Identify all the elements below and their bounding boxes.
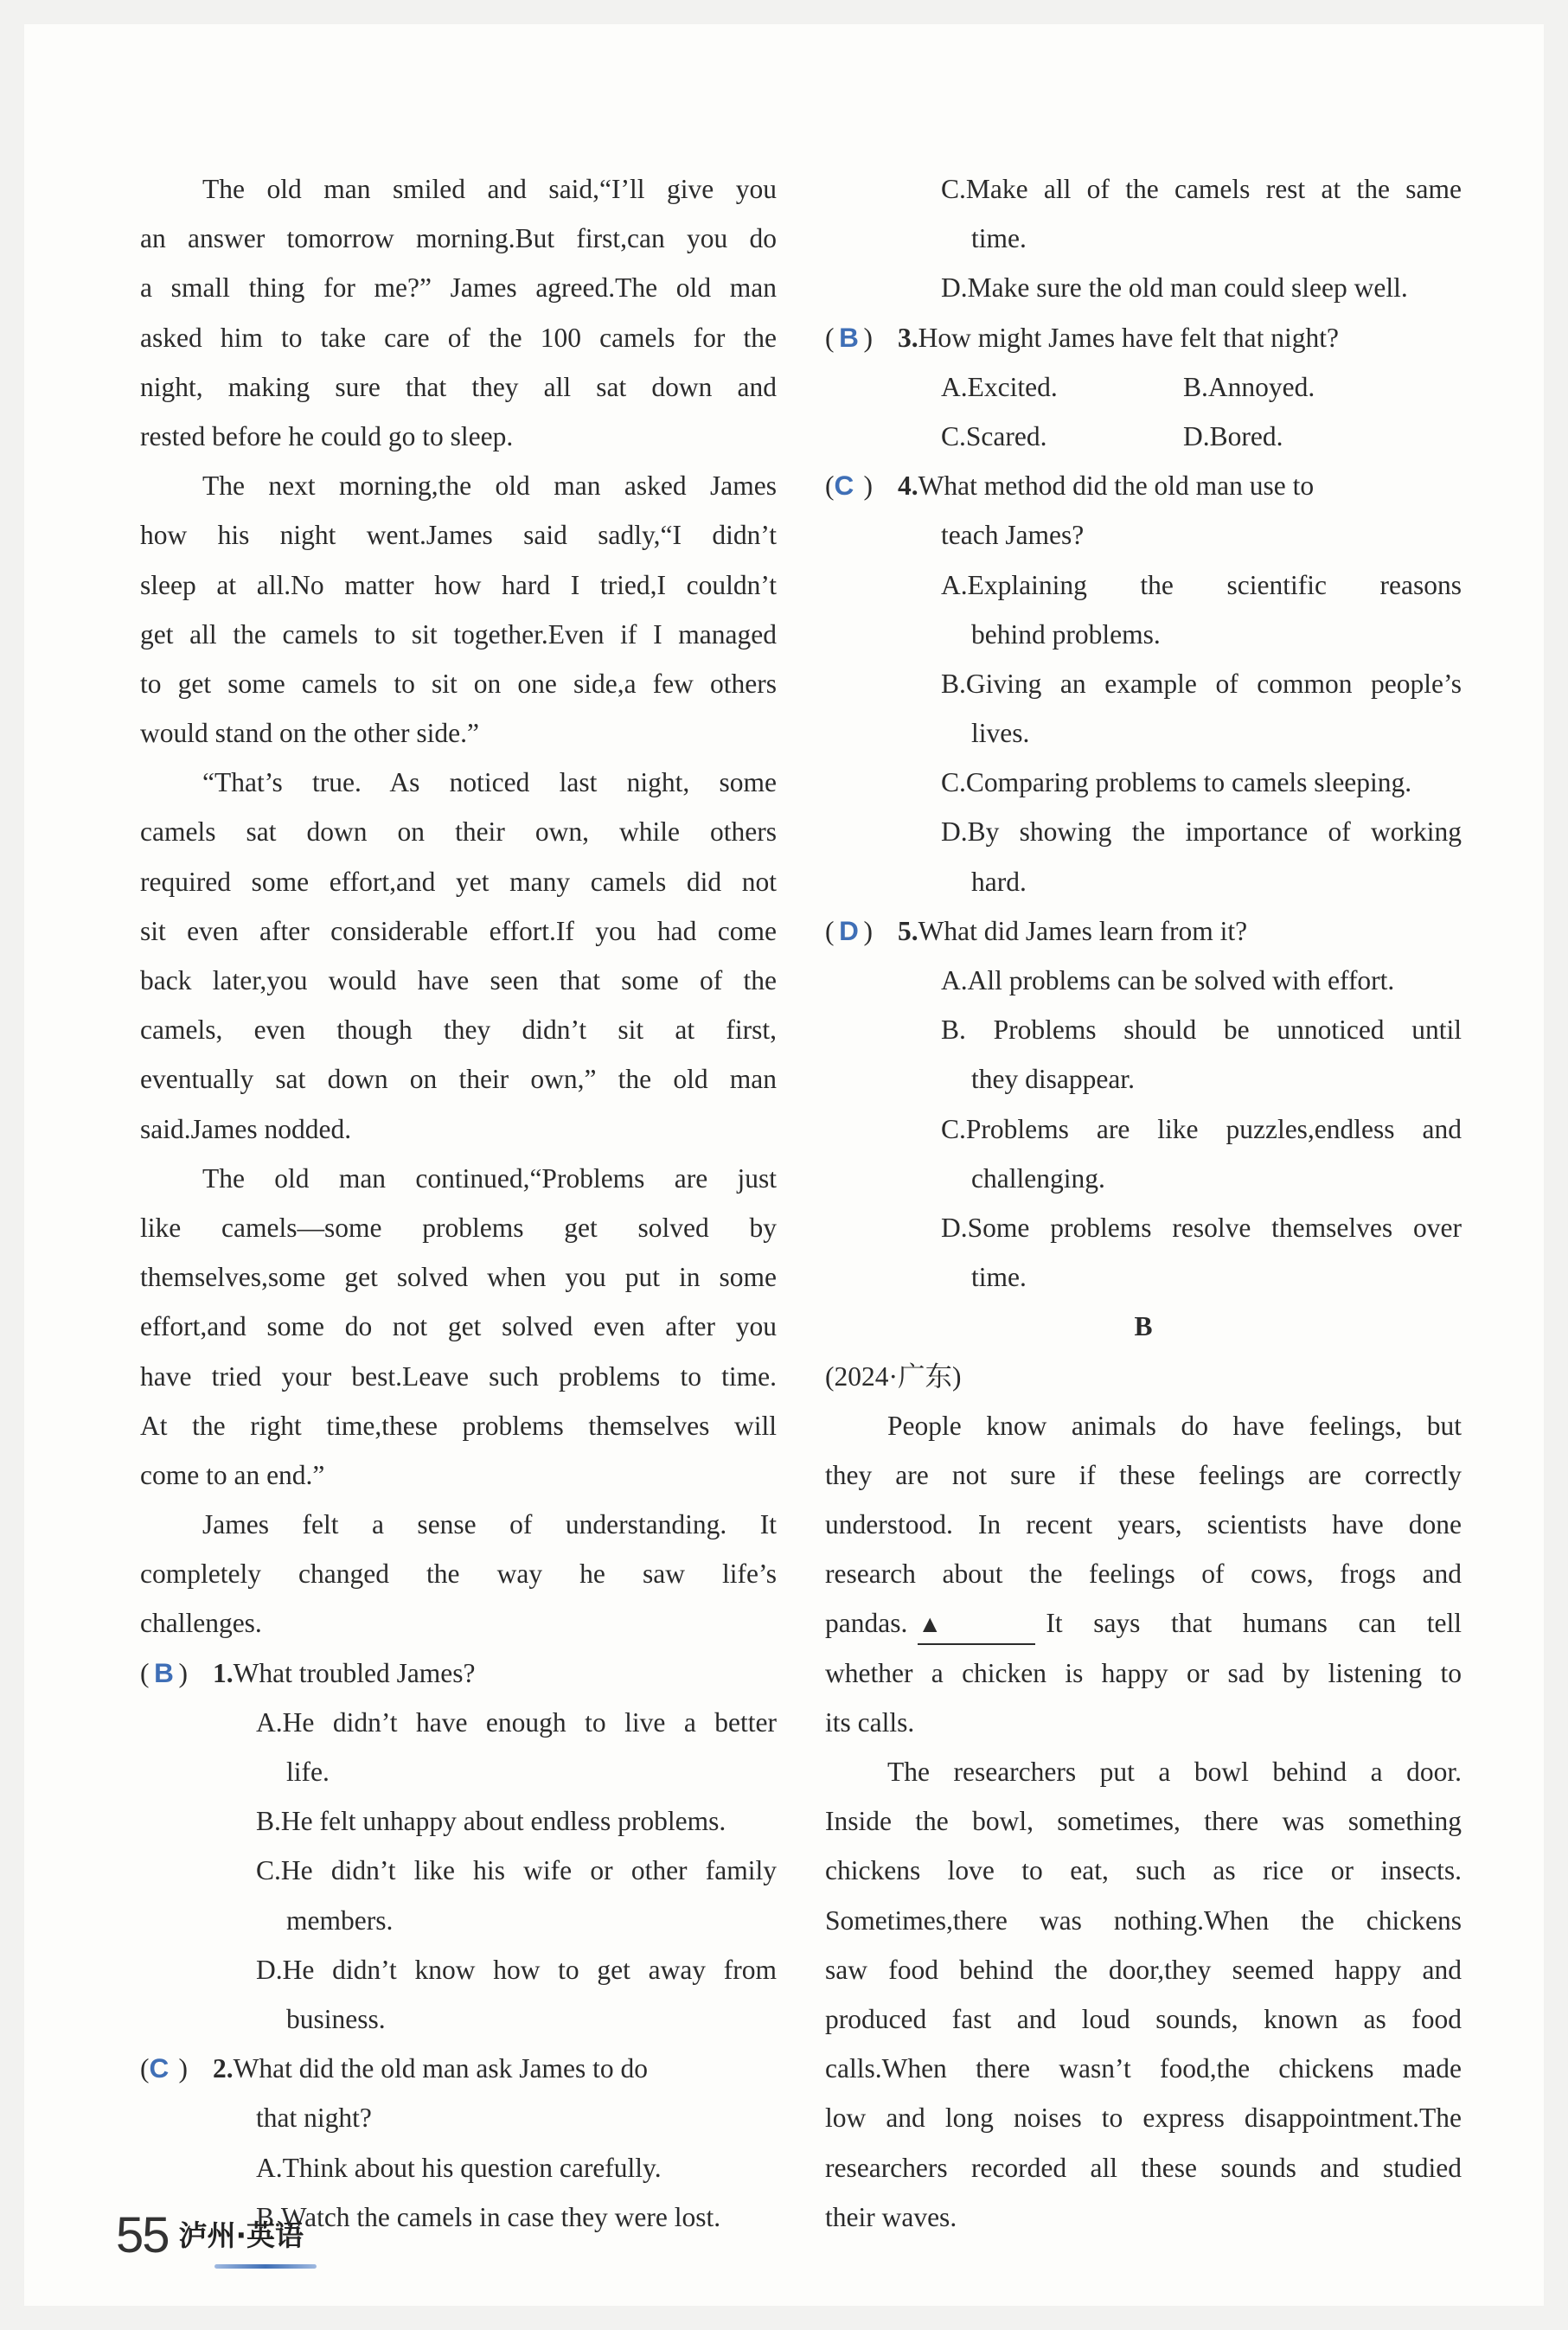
option: D.Make sure the old man could sleep well. — [941, 272, 1408, 304]
text-line: chickens love to eat, such as rice or insects. — [825, 1855, 1462, 1886]
footer-underline — [214, 2264, 317, 2269]
option: C.Problems are like puzzles,endless and — [941, 1113, 1462, 1144]
option-continued: behind problems. — [971, 618, 1161, 650]
text-line: to get some camels to sit on one side,a few others — [140, 668, 777, 699]
triangle-icon: ▲ — [918, 1611, 943, 1639]
left-column — [140, 164, 777, 2242]
text-line: how his night went.James said sadly,“I didn’t — [140, 520, 777, 551]
passage-b-paragraph-1-end — [825, 1648, 1462, 1747]
text-line: get all the camels to sit together.Even if I managed — [140, 618, 777, 650]
answer-blank[interactable] — [918, 1607, 1035, 1645]
question-text: What method did the old man use to — [918, 470, 1315, 502]
text-line: a small thing for me?” James agreed.The old man — [140, 272, 777, 304]
text-line: “That’s true. As noticed last night, some — [202, 767, 777, 798]
text-line: research about the feelings of cows, frogs and — [825, 1559, 1462, 1590]
source-label: (2024·广东) — [825, 1360, 962, 1392]
text-line: its calls. — [825, 1706, 915, 1738]
question-1-options — [140, 1698, 777, 2044]
answer-bracket: ( D ) — [825, 906, 898, 956]
option-continued: lives. — [971, 718, 1030, 749]
text-line: whether a chicken is happy or sad by listening to — [825, 1657, 1462, 1688]
answer-bracket: ( B ) — [140, 1648, 213, 1698]
option-continued: challenging. — [971, 1162, 1105, 1194]
passage-line-with-blank — [825, 1598, 1462, 1648]
question-number: 2. — [213, 2053, 234, 2084]
option-continued: life. — [286, 1757, 330, 1787]
question-text: What did the old man ask James to do — [233, 2053, 649, 2084]
text-line: understood. In recent years, scientists have done — [825, 1509, 1462, 1540]
text-line: challenges. — [140, 1608, 262, 1639]
right-column — [825, 164, 1462, 2242]
option: A.Explaining the scientific reasons — [941, 569, 1462, 600]
text-line: Inside the bowl, sometimes, there was something — [825, 1806, 1462, 1837]
option: B.Giving an example of common people’s — [941, 668, 1462, 699]
text-line: like camels—some problems get solved by — [140, 1212, 777, 1243]
text-line: they are not sure if these feelings are correctly — [825, 1459, 1462, 1490]
paragraph-1 — [140, 164, 777, 461]
question-text-continued: that night? — [256, 2103, 372, 2134]
option-continued: hard. — [971, 866, 1027, 897]
text-line: The old man smiled and said,“I’ll give you — [202, 174, 777, 204]
text-line: Sometimes,there was nothing.When the chickens — [825, 1904, 1462, 1936]
text-line: sleep at all.No matter how hard I tried,I couldn’t — [140, 569, 777, 600]
text-line: camels sat down on their own, while others — [140, 816, 777, 848]
option-b: B.Annoyed. — [1183, 371, 1315, 402]
question-number: 5. — [898, 915, 918, 946]
question-number: 3. — [898, 322, 918, 353]
blank-following-text: It says that humans can tell — [1046, 1608, 1462, 1639]
text-line: The researchers put a bowl behind a door. — [887, 1757, 1462, 1787]
text-line: researchers recorded all these sounds and studied — [825, 2152, 1462, 2183]
option-continued: time. — [971, 223, 1027, 254]
option-a: A.Excited. — [941, 371, 1058, 402]
section-title: B — [1134, 1311, 1153, 1342]
question-3 — [825, 313, 1462, 362]
question-text-continued: teach James? — [941, 520, 1085, 551]
option-continued: business. — [286, 2003, 386, 2034]
option-continued: time. — [971, 1262, 1027, 1293]
question-2-options-continued — [825, 164, 1462, 313]
text-line: themselves,some get solved when you put in some — [140, 1262, 777, 1293]
word-pandas: pandas. — [825, 1608, 908, 1639]
answer-1: B — [154, 1656, 174, 1688]
answer-bracket: ( B ) — [825, 313, 898, 362]
text-line: their waves. — [825, 2201, 957, 2232]
answer-4: C — [834, 470, 854, 502]
question-text: What did James learn from it? — [918, 915, 1248, 946]
question-3-options-row-2 — [825, 412, 1462, 461]
answer-bracket: (C ) — [825, 461, 898, 510]
text-line: effort,and some do not get solved even after you — [140, 1311, 777, 1342]
text-line: sit even after considerable effort.If you had come — [140, 915, 777, 946]
option: B.Watch the camels in case they were lost. — [256, 2201, 721, 2232]
text-line: People know animals do have feelings, but — [887, 1410, 1462, 1441]
question-5 — [825, 906, 1462, 956]
text-line: saw food behind the door,they seemed happy and — [825, 1954, 1462, 1985]
paragraph-4 — [140, 1154, 777, 1500]
book-title: 泸州·英语 — [178, 2218, 304, 2252]
option: A.Think about his question carefully. — [256, 2152, 662, 2183]
option: C.He didn’t like his wife or other family — [256, 1855, 777, 1886]
answer-5: D — [839, 914, 859, 946]
option: D.He didn’t know how to get away from — [256, 1954, 777, 1985]
text-line: completely changed the way he saw life’s — [140, 1559, 777, 1590]
option: C.Comparing problems to camels sleeping. — [941, 767, 1412, 798]
text-line: asked him to take care of the 100 camels for the — [140, 322, 777, 353]
question-text: How might James have felt that night? — [918, 322, 1340, 353]
text-line: would stand on the other side.” — [140, 718, 479, 749]
text-line: The next morning,the old man asked James — [202, 470, 777, 502]
option: D.Some problems resolve themselves over — [941, 1212, 1462, 1243]
option: A.All problems can be solved with effort. — [941, 965, 1395, 995]
answer-bracket: (C ) — [140, 2044, 213, 2093]
question-2 — [140, 2044, 777, 2093]
option: D.By showing the importance of working — [941, 816, 1462, 848]
text-line: camels, even though they didn’t sit at first, — [140, 1015, 777, 1046]
question-number: 1. — [213, 1657, 234, 1688]
paragraph-3 — [140, 758, 777, 1154]
answer-3: B — [839, 321, 859, 353]
text-line: calls.When there wasn’t food,the chickens made — [825, 2053, 1462, 2084]
text-line: James felt a sense of understanding. It — [202, 1509, 777, 1540]
option: C.Make all of the camels rest at the same — [941, 174, 1462, 204]
option-d: D.Bored. — [1183, 420, 1283, 451]
text-line: low and long noises to express disappointment.The — [825, 2103, 1462, 2134]
text-line: eventually sat down on their own,” the old man — [140, 1064, 777, 1095]
option: A.He didn’t have enough to live a better — [256, 1706, 777, 1738]
option: B. Problems should be unnoticed until — [941, 1015, 1462, 1046]
option-continued: they disappear. — [971, 1064, 1135, 1095]
question-1 — [140, 1648, 777, 1698]
question-5-options — [825, 956, 1462, 1302]
question-4 — [825, 461, 1462, 510]
text-line: produced fast and loud sounds, known as food — [825, 2003, 1462, 2034]
text-line: At the right time,these problems themselves will — [140, 1410, 777, 1441]
text-line: night, making sure that they all sat down and — [140, 371, 777, 402]
text-line: required some effort,and yet many camels did not — [140, 866, 777, 897]
option: B.He felt unhappy about endless problems. — [256, 1806, 726, 1837]
question-number: 4. — [898, 470, 918, 502]
question-text: What troubled James? — [233, 1657, 476, 1688]
page — [24, 24, 1544, 2306]
paragraph-5 — [140, 1500, 777, 1648]
passage-b-paragraph-2 — [825, 1747, 1462, 2242]
page-number: 55 — [116, 2207, 169, 2263]
text-line: said.James nodded. — [140, 1113, 352, 1144]
passage-b-paragraph-1 — [825, 1401, 1462, 1599]
answer-2: C — [149, 2052, 170, 2084]
paragraph-2 — [140, 461, 777, 758]
text-line: come to an end.” — [140, 1459, 325, 1490]
page-footer — [116, 2207, 304, 2263]
text-line: back later,you would have seen that some of the — [140, 965, 777, 995]
option-continued: members. — [286, 1904, 394, 1936]
question-4-options — [825, 560, 1462, 906]
text-line: rested before he could go to sleep. — [140, 420, 514, 451]
text-line: The old man continued,“Problems are just — [202, 1162, 777, 1194]
option-c: C.Scared. — [941, 420, 1047, 451]
text-line: an answer tomorrow morning.But first,can you do — [140, 223, 777, 254]
question-3-options-row-1 — [825, 362, 1462, 412]
text-line: have tried your best.Leave such problems to time. — [140, 1360, 777, 1392]
